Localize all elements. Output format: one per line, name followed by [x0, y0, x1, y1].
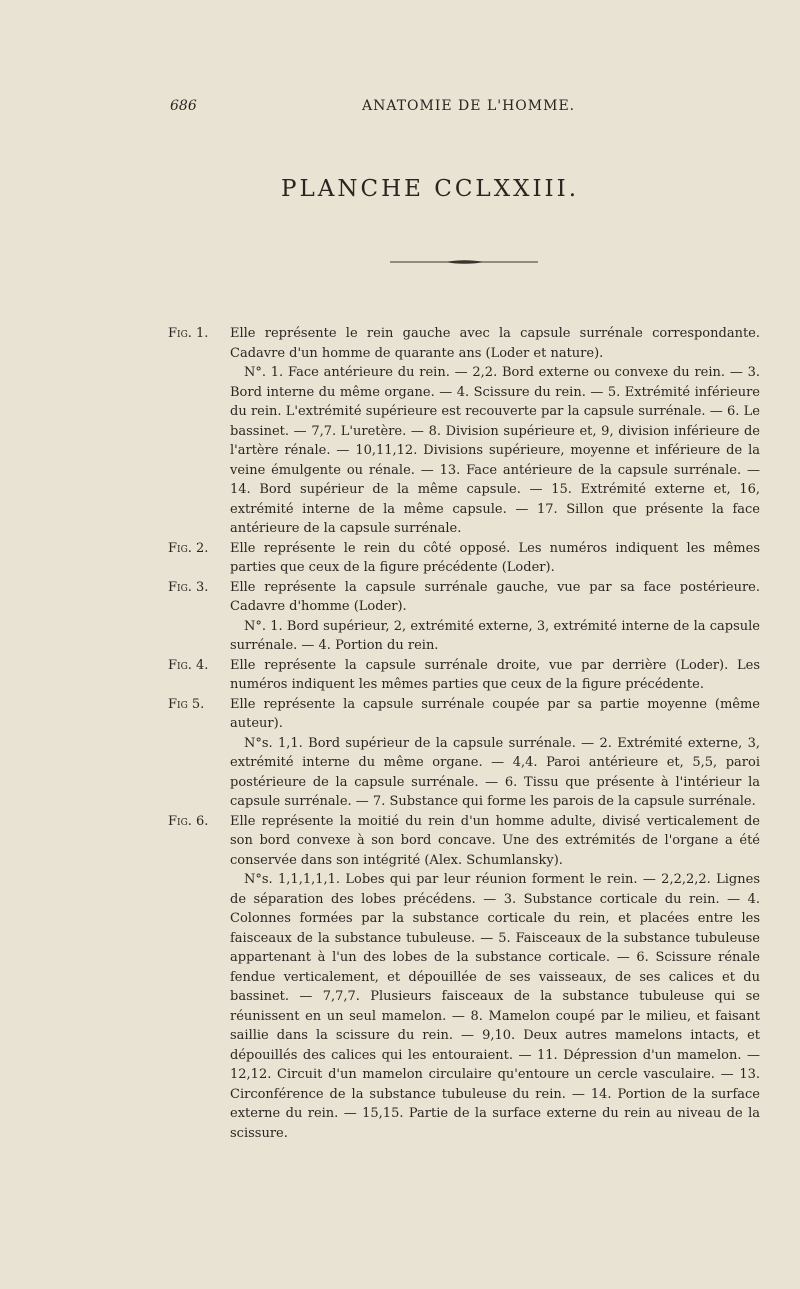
figure-legend: N°s. 1,1,1,1,1. Lobes qui par leur réunion forment le rein. — 2,2,2,2. Lignes de séparation des lobes précédens. — 3. Substance corticale du rein. — 4. Colonnes formées par la substance corticale du rein, et placées entre les faisceaux de la substance tubuleuse. — 5. Faisceaux de la substance tubuleuse appartenant à l'un des lobes de la substance corticale. — 6. Scissure rénale fendue verticalement, et dépouillée de ses vaisseaux, de ses calices et du bassinet. — 7,7,7. Plusieurs faisceaux de la substance tubuleuse qui se réunissent en un seul mamelon. — 8. Mamelon coupé par le milieu, et faisant saillie dans la scissure du rein. — 9,10. Deux autres mamelons intacts, et dépouillés des calices qui les entouraient. — 11. Dépression d'un mamelon. — 12,12. Circuit d'un mamelon circulaire qu'entoure un cercle vasculaire. — 13. Circonférence de la substance tubuleuse du rein. — 14. Portion de la surface externe du rein. — 15,15. Partie de la surface externe du rein au niveau de la scissure.: [230, 872, 760, 1141]
figure-entry-4: [168, 656, 760, 695]
figure-caption: Elle représente la capsule surrénale coupée par sa partie moyenne (même auteur).: [230, 696, 760, 731]
figure-label: Fig. 1.: [168, 326, 209, 341]
running-title: ANATOMIE DE L'HOMME.: [362, 98, 576, 114]
ornament-rule-icon: [390, 258, 538, 266]
figure-legend: N°. 1. Face antérieure du rein. — 2,2. Bord externe ou convexe du rein. — 3. Bord interne du même organe. — 4. Scissure du rein. — 5. Extrémité inférieure du rein. L'extrémité supérieure est recouverte par la capsule surrénale. — 6. Le bassinet. — 7,7. L'uretère. — 8. Division supérieure et, 9, division inférieure de l'artère rénale. — 10,11,12. Divisions supérieure, moyenne et inférieure de la veine émulgente ou rénale. — 13. Face antérieure de la capsule surrénale. — 14. Bord supérieur de la même capsule. — 15. Extrémité externe et, 16, extrémité interne de la même capsule. — 17. Sillon que présente la face antérieure de la capsule surrénale.: [230, 365, 760, 536]
figure-entry-5: [168, 695, 760, 812]
plate-description: [168, 324, 760, 1143]
figure-label: Fig. 2.: [168, 540, 209, 556]
figure-entry-3: [168, 578, 760, 656]
running-head: [170, 98, 770, 118]
figure-legend: N°s. 1,1. Bord supérieur de la capsule surrénale. — 2. Extrémité externe, 3, extrémité interne du même organe. — 4,4. Paroi antérieure et, 5,5, paroi postérieure de la capsule surrénale. — 6. Tissu que présente à l'intérieur la capsule surrénale. — 7. Substance qui forme les parois de la capsule surrénale.: [230, 735, 760, 809]
figure-caption: Elle représente le rein gauche avec la capsule surrénale correspondante. Cadavre d'un homme de quarante ans (Loder et nature).: [230, 326, 760, 361]
page-number: 686: [170, 98, 197, 114]
figure-entry-2: [168, 539, 760, 578]
plate-title: PLANCHE CCLXXIII.: [280, 176, 580, 202]
figure-entry-1: [168, 324, 760, 539]
figure-caption: Elle représente la capsule surrénale droite, vue par derrière (Loder). Les numéros indiquent les mêmes parties que ceux de la figure précédente.: [230, 657, 760, 692]
figure-legend: N°. 1. Bord supérieur, 2, extrémité externe, 3, extrémité interne de la capsule surrénale. — 4. Portion du rein.: [230, 618, 760, 653]
figure-entry-6: [168, 812, 760, 1144]
figure-label: Fig. 4.: [168, 657, 209, 673]
figure-label: Fig. 6.: [168, 813, 209, 829]
figure-caption: Elle représente la capsule surrénale gauche, vue par sa face postérieure. Cadavre d'homme (Loder).: [230, 579, 760, 614]
figure-caption: Elle représente le rein du côté opposé. Les numéros indiquent les mêmes parties que ceux de la figure précédente (Loder).: [230, 540, 760, 575]
figure-label: Fig. 3.: [168, 579, 209, 595]
figure-label: Fig 5.: [168, 696, 205, 712]
figure-caption: Elle représente la moitié du rein d'un homme adulte, divisé verticalement de son bord convexe à son bord concave. Une des extrémités de l'organe a été conservée dans son intégrité (Alex. Schumlansky).: [230, 813, 760, 868]
